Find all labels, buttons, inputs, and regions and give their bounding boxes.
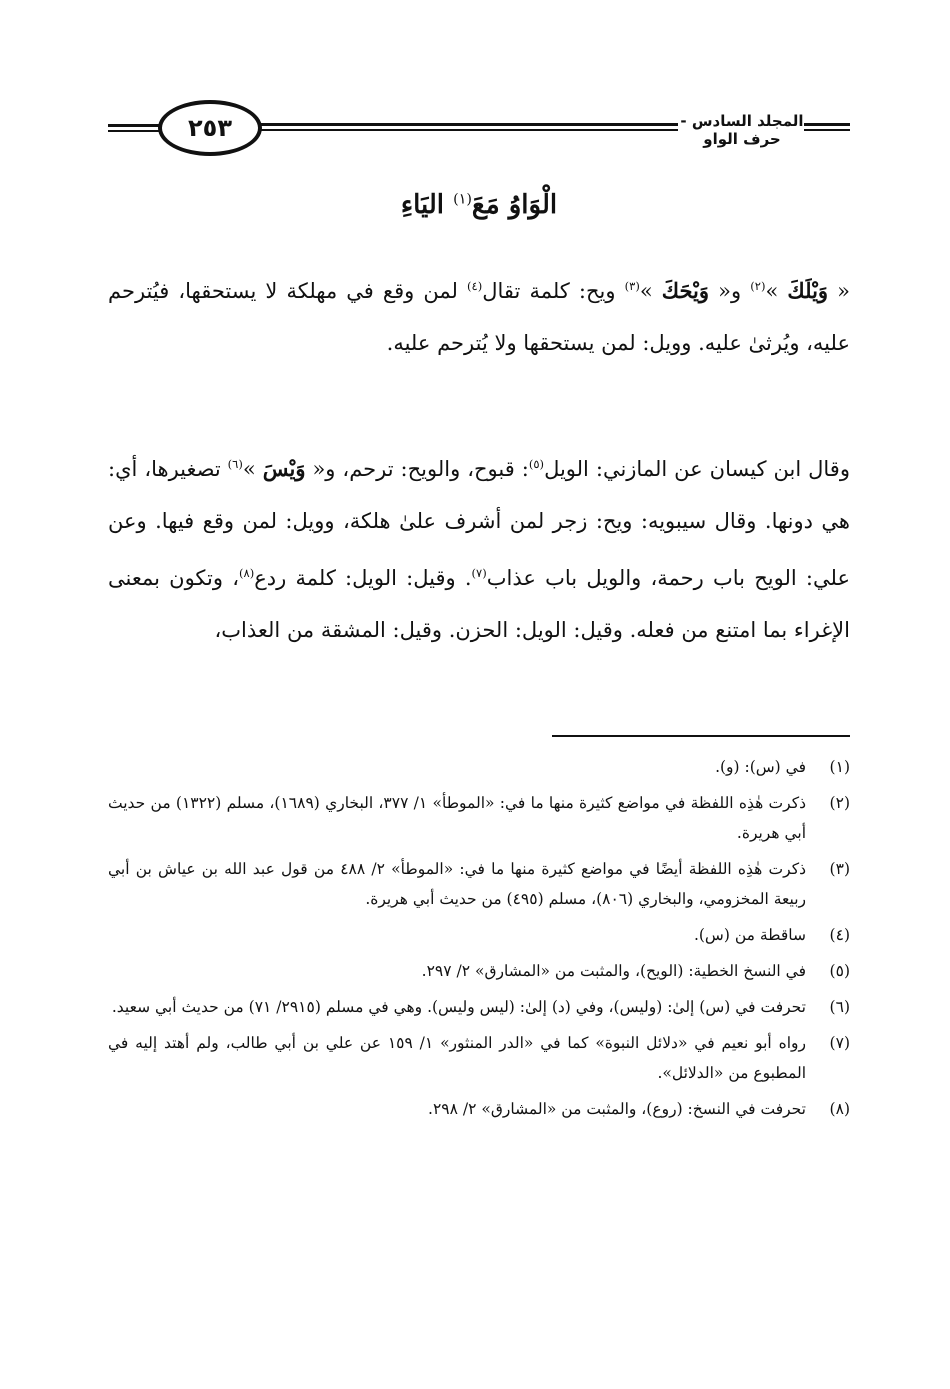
quote-mark: »	[765, 279, 788, 303]
footnote-text: ذكرت هٰذِه اللفظة في مواضع كثيرة منها ما في: «الموطأ» ١/ ٣٧٧، البخاري (١٦٨٩)، مسلم (١٣٢٢) من حديث أبي هريرة.	[108, 794, 806, 842]
footnote-text: ساقطة من (س).	[693, 926, 806, 944]
heading-text: اليَاءِ	[400, 190, 454, 220]
header-rule	[260, 129, 678, 131]
footnote-ref: (٧)	[471, 566, 487, 580]
quote-mark: «	[828, 279, 851, 303]
footnote-ref: (٥)	[528, 457, 545, 471]
footnote-text: تحرفت في (س) إلىٰ: (وليس)، وفي (د) إلىٰ: (ليس وليس). وهي في مسلم (٢٩١٥/ ٧١) من حديث أبي سعيد.	[111, 998, 806, 1016]
page-number: ٢٥٣	[158, 100, 262, 156]
body-text: ، وتكون بمعنى الإغراء بما امتنع من فعله. وقيل: الويل: الحزن. وقيل: المشقة من العذاب،	[108, 566, 850, 642]
footnote-ref: (٤)	[467, 279, 483, 293]
keyword: وَيْلَكَ	[787, 278, 829, 303]
keyword: وَيْحَكَ	[661, 278, 710, 303]
footnote-ref: (٨)	[239, 566, 255, 580]
footnote-text: ذكرت هٰذِه اللفظة أيضًا في مواضع كثيرة منها ما في: «الموطأ» ٢/ ٤٨٨ من قول عبد الله بن عياش بن أبي ربيعة المخزومي، والبخاري (٨٠٦)، مسلم (٤٩٥) من حديث أبي هريرة.	[108, 860, 806, 908]
running-title: المجلد السادس - حرف الواو	[680, 112, 804, 148]
header-rule	[108, 130, 160, 132]
footnote-number: (٢)	[829, 794, 850, 812]
footnote-separator	[552, 735, 850, 737]
keyword: وَيْسَ	[262, 456, 306, 481]
footnote-text: في النسخ الخطية: (الويح)، والمثبت من «المشارق» ٢/ ٢٩٧.	[421, 962, 806, 980]
quote-mark: »	[242, 457, 263, 481]
body-text: تصغيرها، أي: هي دونها. وقال سيبويه: ويح: زجر لمن أشرف علىٰ هلكة، وويل: لمن وقع فيها. وعن علي: الويح باب رحمة، والويل باب عذاب	[108, 457, 850, 590]
header-rule	[804, 129, 850, 131]
footnote-item	[108, 956, 850, 986]
header-rule	[804, 123, 850, 126]
footnote-ref: (٣)	[624, 279, 640, 293]
body-text: : قبوح، والويح: ترحم، و«	[305, 457, 529, 481]
footnote-number: (٤)	[829, 926, 850, 944]
body-text: . وقيل: الويل: كلمة ردع	[254, 566, 472, 590]
footnote-number: (٧)	[829, 1034, 850, 1052]
body-text: وقال ابن كيسان عن المازني: الويل	[544, 457, 850, 481]
body-text: و«	[709, 279, 751, 303]
footnote-item	[108, 992, 850, 1022]
heading-text: الْوَاوُ مَعَ	[471, 190, 558, 220]
footnote-item	[108, 752, 850, 782]
footnote-number: (١)	[829, 758, 850, 776]
footnote-ref: (٦)	[227, 457, 243, 471]
body-text: لمن وقع في مهلكة لا يستحقها، فيُترحم عليه، ويُرثىٰ عليه. وويل: لمن يستحقها ولا يُترحم عليه.	[108, 279, 850, 355]
footnote-number: (٦)	[829, 998, 850, 1016]
footnote-number: (٨)	[829, 1100, 850, 1118]
body-paragraph	[108, 438, 850, 656]
footnotes	[108, 752, 850, 1130]
body-paragraph	[108, 260, 850, 369]
footnote-text: رواه أبو نعيم في «دلائل النبوة» كما في «الدر المنثور» ١/ ١٥٩ عن علي بن أبي طالب، ولم أهتد إليه في المطبوع من «الدلائل».	[108, 1034, 806, 1082]
footnote-item	[108, 1028, 850, 1088]
running-header	[108, 98, 850, 160]
footnote-text: في (س): (و).	[715, 758, 806, 776]
footnote-item	[108, 854, 850, 914]
footnote-number: (٣)	[829, 860, 850, 878]
quote-mark: »	[639, 279, 662, 303]
footnote-ref: (٢)	[750, 279, 766, 293]
footnote-ref: (١)	[453, 191, 472, 208]
header-rule	[260, 123, 678, 126]
body-text: ويح: كلمة تقال	[482, 279, 625, 303]
header-rule	[108, 124, 160, 127]
section-heading	[108, 190, 850, 220]
footnote-item	[108, 920, 850, 950]
footnote-item	[108, 1094, 850, 1124]
footnote-number: (٥)	[829, 962, 850, 980]
footnote-item	[108, 788, 850, 848]
footnote-text: تحرفت في النسخ: (روع)، والمثبت من «المشارق» ٢/ ٢٩٨.	[428, 1100, 806, 1118]
